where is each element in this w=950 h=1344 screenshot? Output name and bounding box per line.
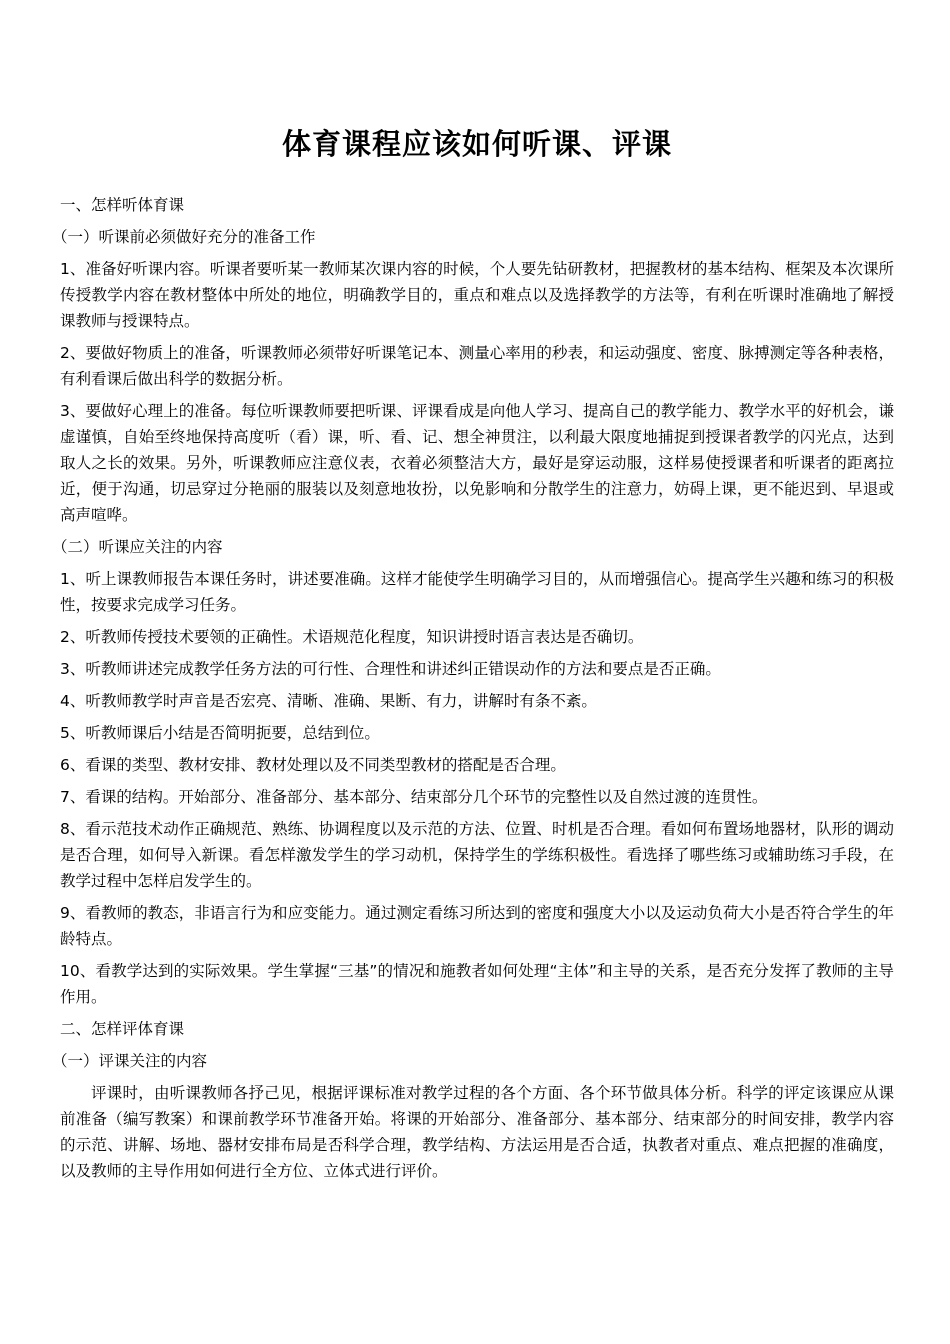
section-heading-2: 二、怎样评体育课 <box>60 1020 185 1038</box>
list-item: 1、听上课教师报告本课任务时，讲述要准确。这样才能使学生明确学习目的，从而增强信心。提高学生兴趣和练习的积极性，按要求完成学习任务。 <box>60 570 894 614</box>
list-item: 2、听教师传授技术要领的正确性。术语规范化程度，知识讲授时语言表达是否确切。 <box>60 628 644 646</box>
list-item: 5、听教师课后小结是否简明扼要，总结到位。 <box>60 724 380 742</box>
list-item: 9、看教师的教态，非语言行为和应变能力。通过测定看练习所达到的密度和强度大小以及运动负荷大小是否符合学生的年龄特点。 <box>60 904 894 948</box>
list-item: 8、看示范技术动作正确规范、熟练、协调程度以及示范的方法、位置、时机是否合理。看如何布置场地器材，队形的调动是否合理，如何导入新课。看怎样激发学生的学习动机，保持学生的学练积极性。看选择了哪些练习或辅助练习手段，在教学过程中怎样启发学生的。 <box>60 820 894 890</box>
section-heading-1: 一、怎样听体育课 <box>60 196 185 214</box>
list-item: 3、听教师讲述完成教学任务方法的可行性、合理性和讲述纠正错误动作的方法和要点是否正确。 <box>60 660 721 678</box>
list-item: 7、看课的结构。开始部分、准备部分、基本部分、结束部分几个环节的完整性以及自然过渡的连贯性。 <box>60 788 768 806</box>
subsection-heading-2-1: （一）评课关注的内容 <box>52 1052 208 1070</box>
list-item: 3、要做好心理上的准备。每位听课教师要把听课、评课看成是向他人学习、提高自己的教学能力、教学水平的好机会，谦虚谨慎，自始至终地保持高度听（看）课，听、看、记、想全神贯注，以利最大限度地捕捉到授课者教学的闪光点，达到取人之长的效果。另外，听课教师应注意仪表，衣着必须整洁大方，最好是穿运动服，这样易使授课者和听课者的距离拉近，便于沟通，切忌穿过分艳丽的服装以及刻意地妆扮，以免影响和分散学生的注意力，妨碍上课，更不能迟到、早退或高声喧哗。 <box>60 402 894 524</box>
subsection-heading-1-2: （二）听课应关注的内容 <box>52 538 223 556</box>
body-paragraph: 评课时，由听课教师各抒己见，根据评课标准对教学过程的各个方面、各个环节做具体分析。科学的评定该课应从课前准备（编写教案）和课前教学环节准备开始。将课的开始部分、准备部分、基本部分、结束部分的时间安排，教学内容的示范、讲解、场地、器材安排布局是否科学合理，教学结构、方法运用是否合适，执教者对重点、难点把握的准确度，以及教师的主导作用如何进行全方位、立体式进行评价。 <box>60 1084 894 1180</box>
list-item: 10、看教学达到的实际效果。学生掌握“三基”的情况和施教者如何处理“主体”和主导的关系，是否充分发挥了教师的主导作用。 <box>60 962 894 1006</box>
document-body <box>52 192 894 1190</box>
subsection-heading-1-1: （一）听课前必须做好充分的准备工作 <box>52 228 316 246</box>
list-item: 2、要做好物质上的准备，听课教师必须带好听课笔记本、测量心率用的秒表，和运动强度、密度、脉搏测定等各种表格，有利看课后做出科学的数据分析。 <box>60 344 894 388</box>
list-item: 4、听教师教学时声音是否宏亮、清晰、准确、果断、有力，讲解时有条不紊。 <box>60 692 597 710</box>
list-item: 1、准备好听课内容。听课者要听某一教师某次课内容的时候，个人要先钻研教材，把握教材的基本结构、框架及本次课所传授教学内容在教材整体中所处的地位，明确教学目的，重点和难点以及选择教学的方法等，有利在听课时准确地了解授课教师与授课特点。 <box>60 260 894 330</box>
list-item: 6、看课的类型、教材安排、教材处理以及不同类型教材的搭配是否合理。 <box>60 756 566 774</box>
document-title: 体育课程应该如何听课、评课 <box>281 127 672 161</box>
